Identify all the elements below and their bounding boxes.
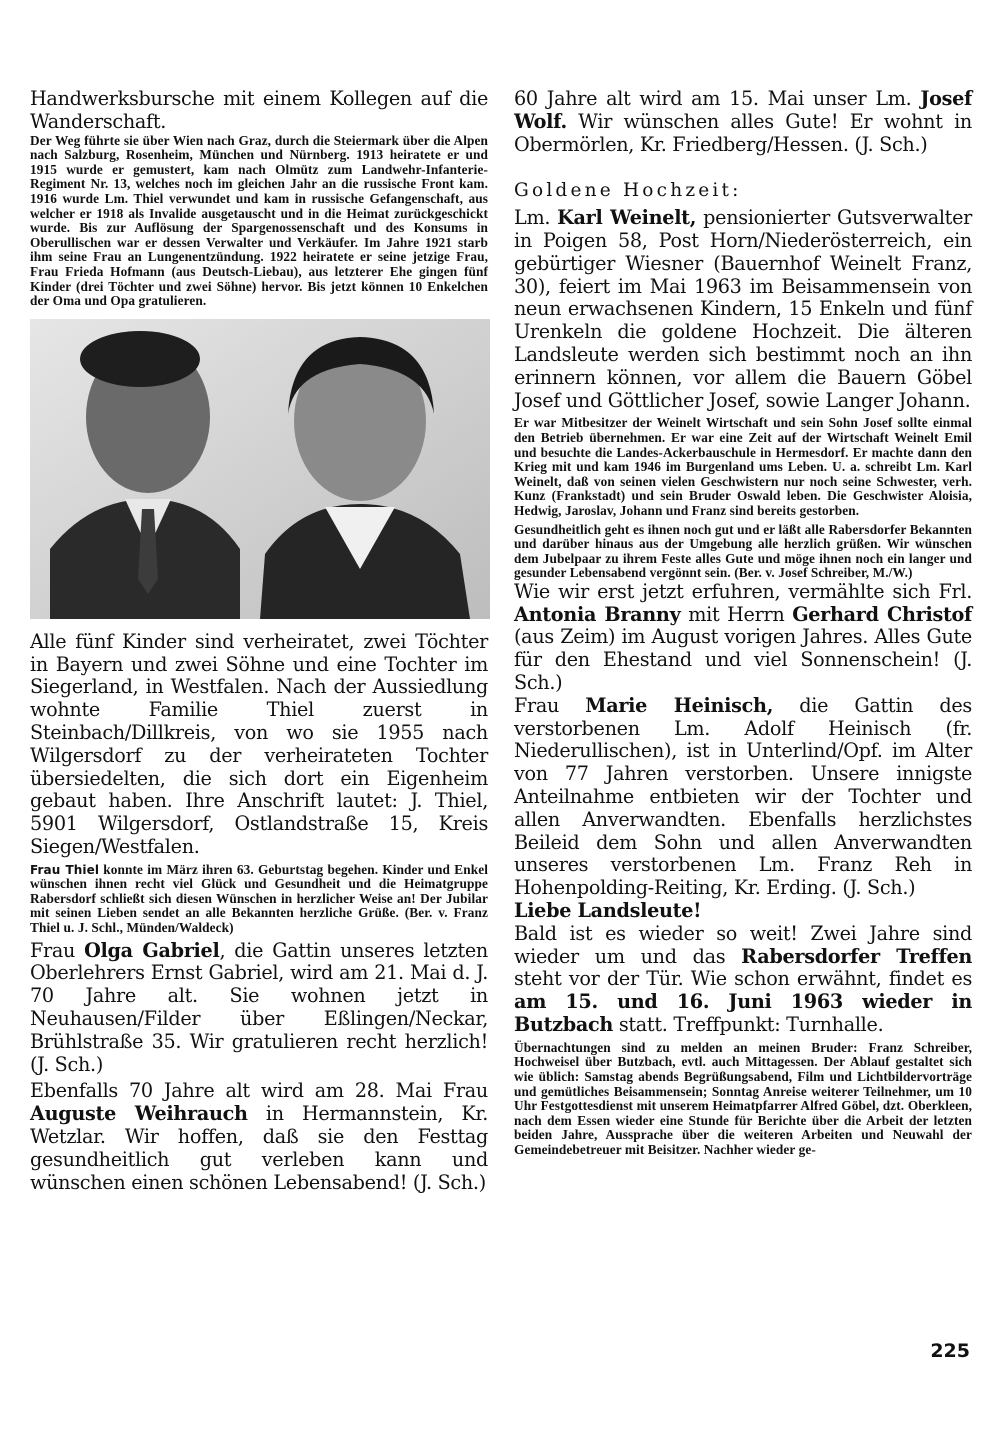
page-number: 225 — [930, 1340, 970, 1362]
intro-paragraph: Handwerksbursche mit einem Kollegen auf die Wanderschaft. — [30, 87, 488, 133]
treffen-name: Rabersdorfer Treffen — [741, 944, 973, 968]
right-column — [514, 88, 972, 1158]
portrait-photo — [30, 319, 490, 619]
groom-name: Gerhard Christof — [792, 602, 972, 626]
thiel-biography: Der Weg führte sie über Wien nach Graz, durch die Steiermark über die Alpen nach Salzburg, Rosenheim, München und Nürnberg. 1913 heiratete er und 1915 wurde er gemustert, kam nach Olmütz zum Landwehr-Infanterie-Regiment Nr. 13, welches noch im gleichen Jahr an die russische Front kam. 1916 wurde Lm. Thiel verwundet und kam in russische Gefangenschaft, aus welcher er 1918 als Invalide ausgetauscht und in die Heimat zurückgeschickt wurde. Bis zur Auflösung der Spargenossenschaft und des Konsums in Oberullischen war er dessen Verwalter und Verkäufer. Im Jahre 1921 starb ihm seine Frau an Lungenentzündung. 1922 heiratete er seine jetzige Frau, Frau Frieda Hofmann (aus Deutsch-Liebau), aus letzterer Ehe gingen fünf Kinder (drei Töchter und zwei Söhne) hervor. Bis jetzt können 10 Enkelchen der Oma und Opa gratulieren. — [30, 132, 488, 309]
gabriel-name: Olga Gabriel — [84, 938, 220, 962]
golden-wedding-heading: Goldene Hochzeit: — [514, 180, 742, 202]
weinelt-family-paragraph: Er war Mitbesitzer der Weinelt Wirtschaft und sein Sohn Josef sollte einmal den Betrieb übernehmen. Er war eine Zeit auf der Wirtschaft Weinelt Emil und besuchte die Landes-Ackerbauschule in Hermesdorf. Er machte dann den Krieg mit und kam 1946 im Burgenland ums Leben. U. a. schreibt Lm. Karl Weinelt, daß von seinen vielen Geschwistern nur noch seine Schwester, verh. Kunz (Frankstadt) und sein Bruder Oswald leben. Die Geschwister Aloisia, Hedwig, Jaroslav, Johann und Franz sind bereits gestorben. — [514, 415, 972, 518]
children-paragraph: Alle fünf Kinder sind verheiratet, zwei Töchter in Bayern und zwei Söhne und eine Tochter im Siegerland, in Westfalen. Nach der Aussiedlung wohnte Familie Thiel zuerst in Steinbach/Dillkreis, von wo sie 1955 nach Wilgersdorf zu der verheirateten Tochter übersiedelten, die sich dort ein Eigenheim gebaut haben. Ihre Anschrift lautet: J. Thiel, 5901 Wilgersdorf, Ostlandstraße 15, Kreis Siegen/Westfalen. — [30, 629, 488, 858]
wolf-paragraph: 60 Jahre alt wird am 15. Mai unser Lm. Josef Wolf. Wir wünschen alles Gute! Er wohnt in Obermörlen, Kr. Friedberg/Hessen. (J. Sch.) — [514, 87, 972, 156]
weinelt-paragraph: Lm. Karl Weinelt, pensionierter Gutsverwalter in Poigen 58, Post Horn/Niederösterreich, ein gebürtiger Wiesner (Bauernhof Weinelt Franz, 30), feiert im Mai 1963 im Beisammensein von neun erwachsenen Kindern, 15 Enkeln und fünf Urenkeln die goldene Hochzeit. Die älteren Landsleute werden sich bestimmt noch an ihn erinnern können, vor allem die Bauern Göbel Josef und Göttlicher Josef, sowie Langer Johann. — [514, 206, 973, 412]
liebe-landsleute-heading: Liebe Landsleute! — [514, 899, 702, 923]
treffen-paragraph: Bald ist es wieder so weit! Zwei Jahre sind wieder um und das Rabersdorfer Treffen steht vor der Tür. Wie schon erwähnt, findet es am 15. und 16. Juni 1963 wieder in Butzbach statt. Treffpunkt: Turnhalle. — [514, 921, 973, 1037]
couple-portrait-image — [30, 319, 490, 619]
gabriel-paragraph: Frau Olga Gabriel, die Gattin unseres letzten Oberlehrers Ernst Gabriel, wird am 21. Mai d. J. 70 Jahre alt. Sie wohnen jetzt in Neuhausen/Filder über Eßlingen/Neckar, Brühlstraße 35. Wir gratulieren recht herzlich! (J. Sch.) — [30, 938, 488, 1076]
heinisch-paragraph: Frau Marie Heinisch, die Gattin des verstorbenen Lm. Adolf Heinisch (fr. Niederullischen), ist in Unterlind/Opf. im Alter von 77 Jahren verstorben. Unsere innigste Anteilnahme entbieten wir der Tochter und allen Anverwandten. Ebenfalls herzlichstes Beileid dem Sohn und allen Anverwandten unseres verstorbenen Lm. Franz Reh in Hohenpolding-Reiting, Kr. Erding. (J. Sch.) — [514, 693, 972, 900]
bride-name: Antonia Branny — [514, 602, 681, 626]
heinisch-name: Marie Heinisch, — [585, 693, 774, 717]
wedding-paragraph: Wie wir erst jetzt erfuhren, vermählte sich Frl. Antonia Branny mit Herrn Gerhard Christof (aus Zeim) im August vorigen Jahres. Alles Gute für den Ehestand und viel Sonnenschein! (J. Sch.) — [514, 579, 972, 695]
treffen-date: am 15. und 16. Juni 1963 wieder in Butzbach — [514, 990, 972, 1037]
weihrauch-paragraph: Ebenfalls 70 Jahre alt wird am 28. Mai Frau Auguste Weihrauch in Hermannstein, Kr. Wetzlar. Wir hoffen, daß sie den Festtag gesundheitlich gut verleben kann und wünschen einen schönen Lebensabend! (J. Sch.) — [30, 1079, 488, 1194]
program-paragraph: Übernachtungen sind zu melden an meinen Bruder: Franz Schreiber, Hochweisel über Butzbach, evtl. auch Mittagessen. Der Ablauf gestaltet sich wie üblich: Samstag abends Begrüßungsabend, Film und Lichtbildervorträge und gemütliches Beisammensein; Sonntag Anreise weiterer Teilnehmer, um 10 Uhr Festgottesdienst mit unserem Heimatpfarrer Alfred Göbel, dzt. Oberkleen, nach dem Essen wieder eine Stunde für Berichte über die Arbeit der letzten beiden Jahre, Aussprache über die weiteren Arbeiten und Neuwahl der Gemeindebetreuer mit Beisitzer. Nachher wieder ge- — [514, 1039, 972, 1157]
weihrauch-name: Auguste Weihrauch — [30, 1102, 248, 1126]
weinelt-greetings-paragraph: Gesundheitlich geht es ihnen noch gut und er läßt alle Rabersdorfer Bekannten und darüber hinaus aus der Umgebung alle herzlich grüßen. Wir wünschen dem Jubelpaar zu ihrem Feste alles Gute und möge ihnen noch ein langer und gesunder Lebensabend vergönnt sein. (Ber. v. Josef Schreiber, M./W.) — [514, 521, 972, 581]
weinelt-name: Karl Weinelt, — [557, 206, 697, 230]
wolf-name: Josef Wolf. — [514, 87, 972, 133]
thiel-name: Frau Thiel — [30, 862, 100, 877]
thiel-birthday-paragraph: Frau Thiel konnte im März ihren 63. Geburtstag begehen. Kinder und Enkel wünschen ihnen recht viel Glück und Gesundheit und die Heimatgruppe Rabersdorf schließt sich diesen Wünschen in herzlicher Weise an! Der Jubilar mit seinen Lieben sendet an alle Bekannten herzliche Grüße. (Ber. v. Franz Thiel u. J. Schl., Münden/Waldeck) — [30, 861, 488, 936]
left-column — [30, 88, 488, 1194]
